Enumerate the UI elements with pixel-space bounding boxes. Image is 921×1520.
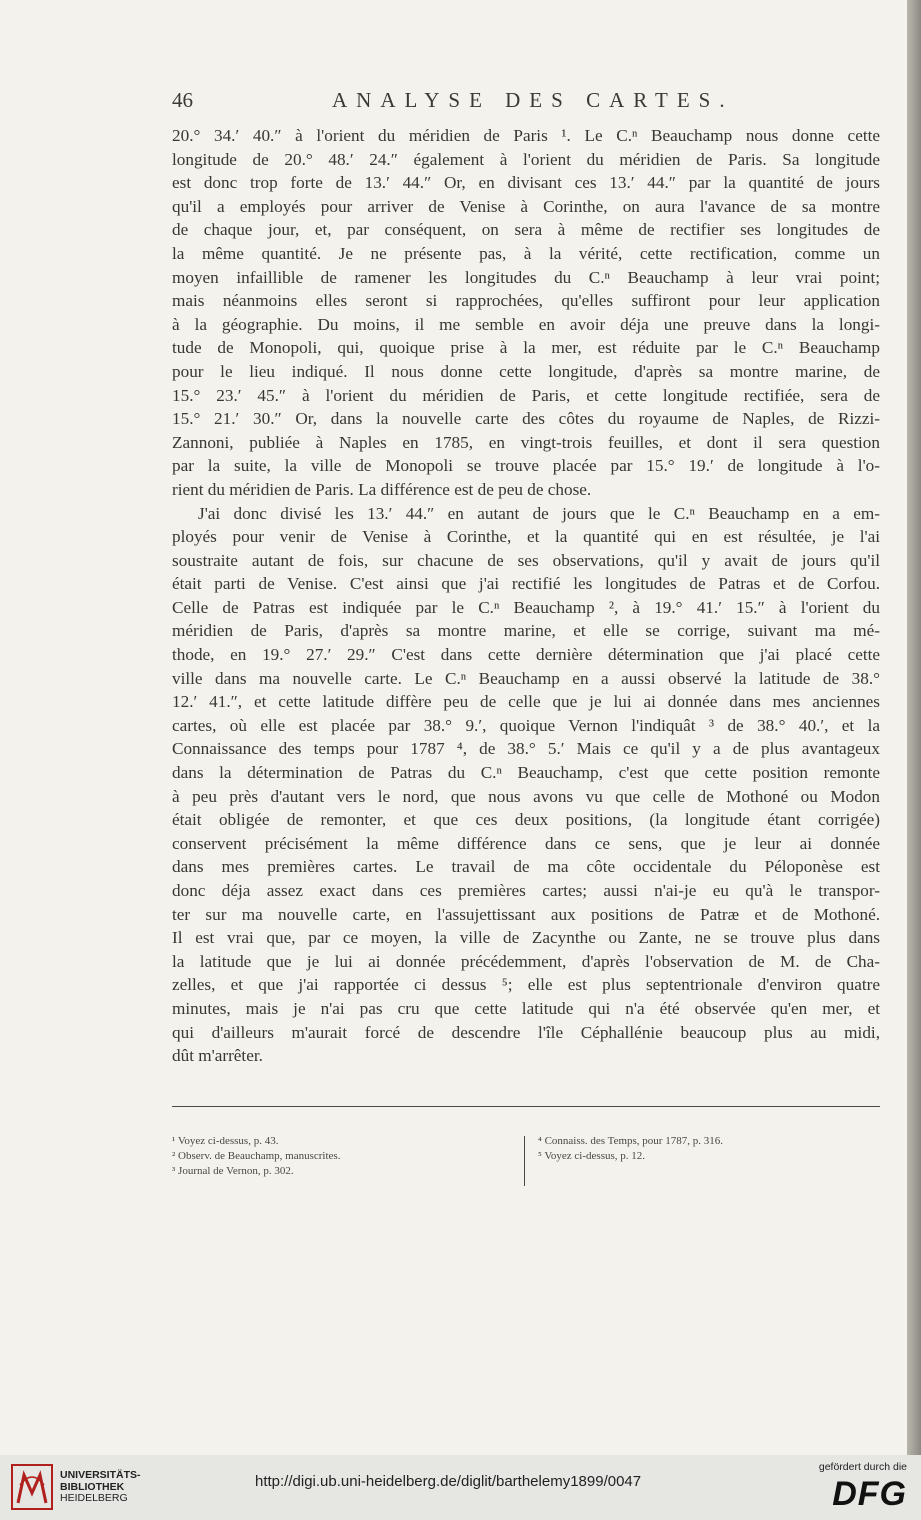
dfg-logo[interactable]: DFG: [832, 1475, 907, 1513]
body-line: Celle de Patras est indiquée par le C.ⁿ Beauchamp ², à 19.° 41.′ 15.″ à l'orient du: [172, 597, 880, 617]
body-line: minutes, mais je n'ai pas cru que cette latitude qui n'a été observée qu'en mer, et: [172, 998, 880, 1018]
page-header: [172, 88, 882, 118]
body-line: mais néanmoins elles seront si rapprochées, qu'elles suffiront pour leur application: [172, 291, 880, 311]
institution-line-1: UNIVERSITÄTS-: [60, 1469, 141, 1481]
institution-line-2: BIBLIOTHEK: [60, 1480, 125, 1493]
body-line: par la suite, la ville de Monopoli se trouve placée par 15.° 19.′ de longitude à l'o-: [172, 456, 880, 476]
body-line: ville dans ma nouvelle carte. Le C.ⁿ Beauchamp en a aussi observé la latitude de 38.°: [172, 668, 880, 688]
funding-label: gefördert durch die: [818, 1461, 907, 1473]
body-line: 15.° 23.′ 45.″ à l'orient du méridien de Paris, et cette longitude rectifiée, sera de: [172, 385, 880, 405]
body-line: tude de Monopoli, qui, quoique prise à la mer, est réduite par le C.ⁿ Beauchamp: [172, 338, 880, 358]
body-text: [172, 124, 880, 1068]
footnote: ² Observ. de Beauchamp, manuscrites.: [172, 1150, 341, 1162]
running-title: ANALYSE DES CARTES.: [332, 88, 734, 112]
footnote: ⁴ Connaiss. des Temps, pour 1787, p. 316.: [538, 1135, 723, 1147]
body-line: qu'il a employés pour arriver de Venise à Corinthe, on aura l'avance de sa montre: [172, 196, 880, 216]
body-line: Connaissance des temps pour 1787 ⁴, de 38.° 5.′ Mais ce qu'il y a de plus avantageux: [172, 739, 880, 759]
body-line: de chaque jour, et, par conséquent, on sera à même de rectifier ses longitudes de: [172, 220, 880, 240]
body-line: à la géographie. Du moins, il me semble en avoir déja une preuve dans la longi-: [172, 314, 880, 334]
footnotes-left: [172, 1134, 502, 1179]
body-line: longitude de 20.° 48.′ 24.″ également à l'orient du méridien de Paris. Sa longitude: [172, 149, 880, 169]
footnote: ³ Journal de Vernon, p. 302.: [172, 1165, 294, 1177]
footnote-column-divider: [524, 1136, 525, 1186]
funding-notice: [797, 1461, 907, 1514]
body-line: Il est vrai que, par ce moyen, la ville de Zacynthe ou Zante, ne se trouve plus dans: [172, 928, 880, 948]
body-line: 12.′ 41.″, et cette latitude diffère peu de celle que je lui ai donnée dans mes anciennes: [172, 692, 880, 712]
body-line: méridien de Paris, d'après sa montre marine, et elle se corrige, suivant ma mé-: [172, 621, 880, 641]
page-edge: [907, 0, 921, 1455]
body-line: soustraite autant de fois, sur chacune de ses observations, qu'il y avait de jours qu'il: [172, 550, 880, 570]
body-line: rient du méridien de Paris. La différence est de peu de chose.: [172, 479, 592, 499]
body-line: 20.° 34.′ 40.″ à l'orient du méridien de Paris ¹. Le C.ⁿ Beauchamp nous donne cette: [172, 126, 880, 145]
body-line: à peu près d'autant vers le nord, que nous avons vu que celle de Mothoné ou Modon: [172, 786, 880, 806]
university-seal-icon: [10, 1463, 54, 1511]
body-line: conservent précisément la même différence dans ce sens, que je leur ai donnée: [172, 833, 880, 853]
permalink-url[interactable]: http://digi.ub.uni-heidelberg.de/diglit/barthelemy1899/0047: [255, 1473, 642, 1490]
body-line: dût m'arrêter.: [172, 1046, 263, 1066]
body-line: était obligée de remonter, et que ces deux positions, (la longitude étant corrigée): [172, 810, 880, 830]
body-line: donc déja assez exact dans ces premières cartes; aussi n'ai-je eu qu'à le transpor-: [172, 881, 880, 900]
footnote: ¹ Voyez ci-dessus, p. 43.: [172, 1135, 279, 1147]
body-line: la même quantité. Je ne présente pas, à la vérité, cette rectification, comme un: [172, 243, 880, 263]
viewer-footer: [0, 1455, 921, 1520]
footnote: ⁵ Voyez ci-dessus, p. 12.: [538, 1150, 646, 1162]
body-line: la latitude que je lui ai donnée précédemment, d'après l'observation de M. de Cha-: [172, 951, 880, 971]
body-line: 15.° 21.′ 30.″ Or, dans la nouvelle carte des côtes du royaume de Naples, de Rizzi-: [172, 409, 880, 429]
body-line: cartes, où elle est placée par 38.° 9.′, quoique Vernon l'indiquât ³ de 38.° 40.′, et la: [172, 715, 880, 735]
body-line: est donc trop forte de 13.′ 44.″ Or, en divisant ces 13.′ 44.″ par la quantité de jours: [172, 173, 880, 193]
body-line: qui d'ailleurs m'aurait forcé de descendre l'île Céphallénie beaucoup plus au midi,: [172, 1022, 880, 1042]
body-line: moyen infaillible de ramener les longitudes du C.ⁿ Beauchamp à leur vrai point;: [172, 267, 880, 287]
body-line: thode, en 19.° 27.′ 29.″ C'est dans cette dernière détermination que j'ai placé cette: [172, 645, 880, 665]
institution-line-3: HEIDELBERG: [60, 1492, 128, 1504]
page-number: 46: [172, 88, 193, 112]
body-line: dans mes premières cartes. Le travail de ma côte occidentale du Péloponèse est: [172, 857, 880, 877]
body-line: ter sur ma nouvelle carte, en l'assujettissant aux positions de Patræ et de Mothoné.: [172, 904, 880, 924]
body-line: dans la détermination de Patras du C.ⁿ Beauchamp, c'est que cette position remonte: [172, 763, 880, 783]
body-line: pour le lieu indiqué. Il nous donne cette longitude, d'après sa montre marine, de: [172, 361, 880, 381]
footnotes-right: [538, 1134, 868, 1164]
body-line: zelles, et que j'ai rapportée ci dessus ⁵; elle est plus septentrionale d'environ quatre: [172, 975, 880, 995]
body-line: J'ai donc divisé les 13.′ 44.″ en autant de jours que le C.ⁿ Beauchamp en a em-: [198, 503, 880, 523]
body-line: ployés pour venir de Venise à Corinthe, et la quantité qui en est résultée, je l'ai: [172, 527, 880, 547]
body-line: était parti de Venise. C'est ainsi que j'ai rectifié les longitudes de Patras et de Corfou.: [172, 574, 880, 594]
institution-name[interactable]: [60, 1470, 141, 1505]
body-line: Zannoni, publiée à Naples en 1785, en vingt-trois feuilles, et dont il sera question: [172, 432, 880, 452]
footnote-rule: [172, 1106, 880, 1107]
